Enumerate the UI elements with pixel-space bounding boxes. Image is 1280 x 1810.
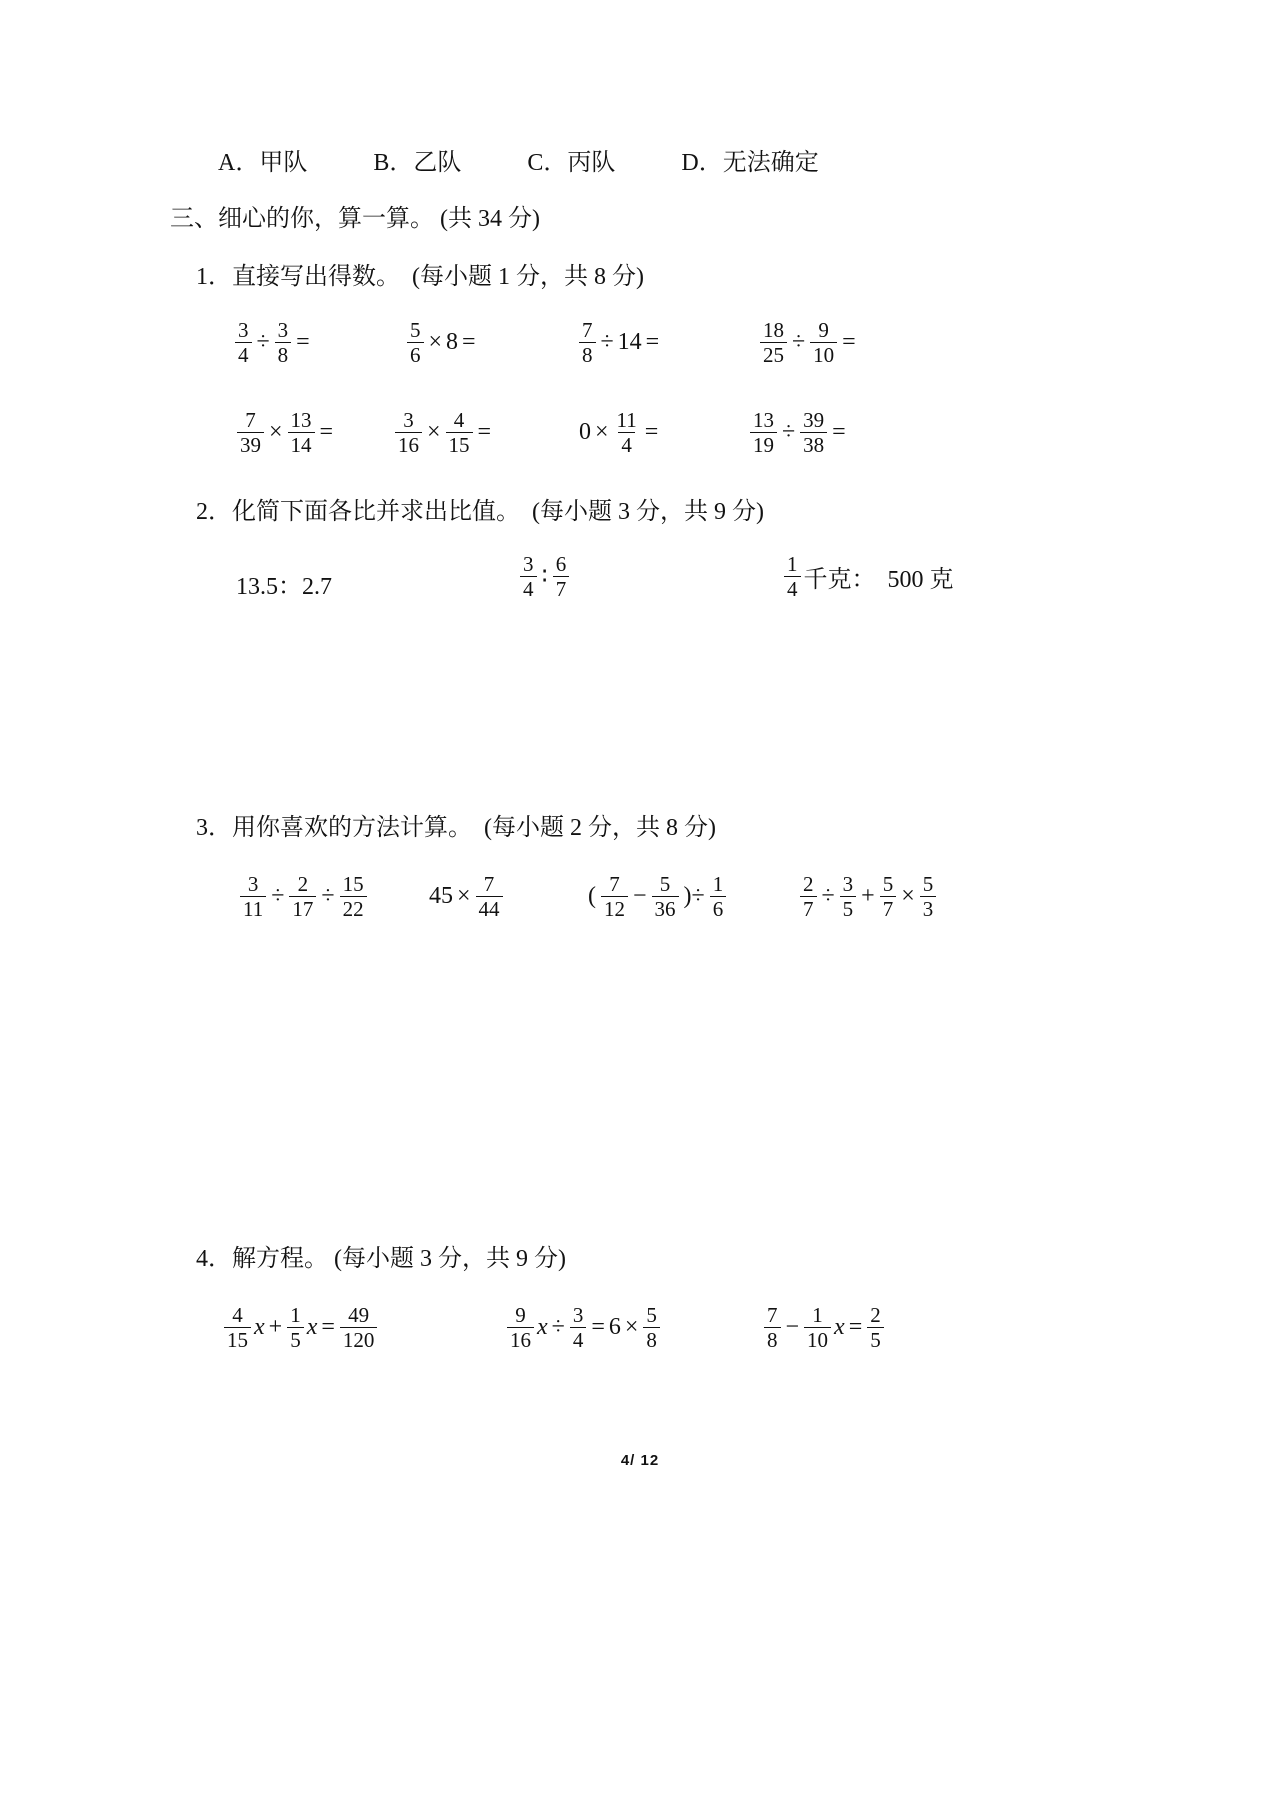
fraction-denominator: 6 xyxy=(710,896,727,921)
math-operator: = xyxy=(477,419,492,446)
fraction xyxy=(235,318,252,367)
q1-row2-expression-1 xyxy=(235,408,336,457)
fraction-numerator: 3 xyxy=(572,1303,584,1327)
fraction-numerator: 3 xyxy=(277,318,289,342)
fraction-numerator: 4 xyxy=(453,408,465,432)
fraction-denominator: 3 xyxy=(920,896,937,921)
math-operator: = xyxy=(462,329,476,356)
fraction xyxy=(476,872,503,921)
fraction xyxy=(810,318,837,367)
fraction-numerator: 5 xyxy=(882,872,894,896)
fraction-numerator: 2 xyxy=(297,872,309,896)
fraction xyxy=(652,872,679,921)
fraction-denominator: 12 xyxy=(601,896,628,921)
fraction-denominator: 4 xyxy=(618,432,635,457)
fraction-denominator: 11 xyxy=(240,896,266,921)
math-variable: x xyxy=(254,1314,265,1341)
fraction-numerator: 15 xyxy=(342,872,364,896)
math-number: 14 xyxy=(617,329,642,356)
math-variable: x xyxy=(834,1314,845,1341)
q2-item-3 xyxy=(782,552,955,601)
fraction-denominator: 4 xyxy=(784,576,801,601)
choice-options-row xyxy=(218,142,819,177)
fraction-denominator: 10 xyxy=(804,1327,831,1352)
fraction-denominator: 15 xyxy=(224,1327,251,1352)
math-operator: ÷ xyxy=(551,1314,565,1341)
fraction xyxy=(840,872,857,921)
fraction xyxy=(804,1303,831,1352)
fraction xyxy=(601,872,628,921)
fraction-denominator: 7 xyxy=(553,576,570,601)
fraction xyxy=(920,872,937,921)
fraction-numerator: 5 xyxy=(659,872,671,896)
fraction-denominator: 120 xyxy=(340,1327,378,1352)
fraction xyxy=(240,872,266,921)
fraction-numerator: 3 xyxy=(247,872,259,896)
math-number: 千克： 500 克 xyxy=(803,567,954,594)
math-operator: = xyxy=(591,1314,605,1341)
fraction-denominator: 4 xyxy=(235,342,252,367)
math-operator: ÷ xyxy=(782,419,796,446)
math-number: 45 xyxy=(429,883,453,910)
fraction-denominator: 5 xyxy=(840,896,857,921)
fraction-numerator: 7 xyxy=(245,408,256,432)
q3-item-1 xyxy=(238,872,369,921)
fraction xyxy=(750,408,777,457)
fraction xyxy=(643,1303,660,1352)
fraction-numerator: 7 xyxy=(609,872,620,896)
q1-row1-expression-3 xyxy=(577,318,662,367)
page-number: 4/ 12 xyxy=(620,1452,660,1469)
fraction xyxy=(614,408,640,457)
fraction-denominator: 8 xyxy=(579,342,596,367)
fraction-numerator: 6 xyxy=(555,552,567,576)
math-operator: = xyxy=(645,329,660,356)
fraction-numerator: 5 xyxy=(646,1303,657,1327)
fraction-numerator: 7 xyxy=(483,872,495,896)
q4-equation-2 xyxy=(505,1303,662,1352)
option-a: A．甲队 xyxy=(218,150,308,176)
fraction-denominator: 8 xyxy=(643,1327,660,1352)
fraction-denominator: 16 xyxy=(395,432,422,457)
fraction xyxy=(289,872,316,921)
fraction xyxy=(288,408,315,457)
fraction xyxy=(275,318,292,367)
fraction xyxy=(764,1303,781,1352)
math-operator: ÷ xyxy=(271,883,285,910)
option-c: C．丙队 xyxy=(527,150,616,176)
fraction xyxy=(800,872,817,921)
math-number: 0 xyxy=(579,419,591,446)
math-operator: × xyxy=(428,329,443,356)
fraction-numerator: 1 xyxy=(812,1303,823,1327)
math-operator: + xyxy=(268,1314,283,1341)
math-operator: = xyxy=(848,1314,863,1341)
math-operator: ÷ xyxy=(821,883,835,910)
fraction xyxy=(880,872,897,921)
math-operator: × xyxy=(427,419,441,446)
q2-item-1 xyxy=(235,566,333,601)
fraction-denominator: 10 xyxy=(810,342,837,367)
math-operator: ÷ xyxy=(321,883,335,910)
math-operator: = xyxy=(319,419,334,446)
math-operator: = xyxy=(296,329,310,356)
fraction-numerator: 3 xyxy=(238,318,249,342)
fraction-numerator: 4 xyxy=(232,1303,243,1327)
option-d: D．无法确定 xyxy=(681,150,819,176)
q1-row1-expression-2 xyxy=(405,318,479,367)
q3-item-4 xyxy=(798,872,938,921)
fraction-denominator: 25 xyxy=(760,342,787,367)
math-operator: − xyxy=(633,883,647,910)
math-operator: )÷ xyxy=(683,883,705,910)
fraction-numerator: 18 xyxy=(763,318,784,342)
fraction-numerator: 5 xyxy=(410,318,421,342)
q2-item-2 xyxy=(518,552,571,601)
fraction-denominator: 15 xyxy=(446,432,473,457)
fraction xyxy=(800,408,827,457)
fraction-denominator: 38 xyxy=(800,432,827,457)
fraction-numerator: 39 xyxy=(803,408,825,432)
fraction-numerator: 1 xyxy=(712,872,724,896)
fraction-denominator: 5 xyxy=(287,1327,304,1352)
fraction-numerator: 9 xyxy=(515,1303,526,1327)
fraction xyxy=(553,552,570,601)
fraction-numerator: 3 xyxy=(842,872,854,896)
math-operator: × xyxy=(269,419,283,446)
fraction-numerator: 49 xyxy=(348,1303,370,1327)
q3-item-2 xyxy=(428,872,505,921)
q3-item-3 xyxy=(585,872,728,921)
fraction-denominator: 39 xyxy=(237,432,264,457)
math-operator: × xyxy=(595,419,609,446)
math-operator: ÷ xyxy=(256,329,270,356)
math-operator: = xyxy=(842,329,856,356)
fraction xyxy=(395,408,422,457)
q1-row1-expression-4 xyxy=(758,318,859,367)
fraction-numerator: 2 xyxy=(870,1303,881,1327)
fraction xyxy=(237,408,264,457)
fraction xyxy=(407,318,424,367)
q1-row1-expression-1 xyxy=(233,318,313,367)
q2-title: 2．化简下面各比并求出比值。 (每小题 3 分，共 9 分) xyxy=(196,499,764,525)
fraction-denominator: 36 xyxy=(652,896,679,921)
math-operator: = xyxy=(644,419,659,446)
math-number: 13.5：2.7 xyxy=(236,574,332,600)
q3-title: 3．用你喜欢的方法计算。 (每小题 2 分，共 8 分) xyxy=(196,815,716,841)
fraction xyxy=(287,1303,304,1352)
math-variable: x xyxy=(306,1314,318,1341)
fraction xyxy=(340,872,367,921)
fraction-denominator: 7 xyxy=(880,896,897,921)
fraction-denominator: 17 xyxy=(289,896,316,921)
fraction-numerator: 13 xyxy=(753,408,774,432)
math-number: 6 xyxy=(608,1314,621,1341)
fraction-numerator: 2 xyxy=(803,872,814,896)
math-operator: + xyxy=(861,883,875,910)
math-operator: × xyxy=(624,1314,639,1341)
fraction xyxy=(446,408,473,457)
math-operator: ∶ xyxy=(541,564,548,591)
fraction-denominator: 44 xyxy=(476,896,503,921)
math-operator: × xyxy=(901,883,915,910)
q4-equation-1 xyxy=(222,1303,379,1352)
q1-row2-expression-4 xyxy=(748,408,849,457)
fraction-denominator: 4 xyxy=(520,576,537,601)
fraction xyxy=(507,1303,534,1352)
fraction-numerator: 3 xyxy=(403,408,414,432)
fraction xyxy=(867,1303,884,1352)
fraction-numerator: 7 xyxy=(767,1303,778,1327)
fraction-numerator: 1 xyxy=(787,552,798,576)
fraction xyxy=(579,318,596,367)
fraction-numerator: 5 xyxy=(922,872,934,896)
math-operator: ÷ xyxy=(792,329,806,356)
math-operator: = xyxy=(321,1314,335,1341)
option-b: B．乙队 xyxy=(373,150,462,176)
math-operator: ( xyxy=(588,883,596,910)
math-operator: × xyxy=(457,883,471,910)
fraction-numerator: 7 xyxy=(582,318,593,342)
fraction xyxy=(784,552,801,601)
fraction-denominator: 4 xyxy=(570,1327,587,1352)
fraction-denominator: 14 xyxy=(288,432,315,457)
fraction-denominator: 16 xyxy=(507,1327,534,1352)
fraction-numerator: 13 xyxy=(290,408,312,432)
math-variable: x xyxy=(537,1314,548,1341)
q1-title: 1．直接写出得数。 (每小题 1 分，共 8 分) xyxy=(196,264,644,290)
fraction-denominator: 8 xyxy=(764,1327,781,1352)
fraction-numerator: 9 xyxy=(818,318,829,342)
q4-equation-3 xyxy=(762,1303,886,1352)
math-operator: = xyxy=(832,419,846,446)
math-operator: ÷ xyxy=(600,329,614,356)
fraction xyxy=(224,1303,251,1352)
fraction-denominator: 6 xyxy=(407,342,424,367)
q1-row2-expression-2 xyxy=(393,408,494,457)
fraction-denominator: 8 xyxy=(275,342,292,367)
fraction xyxy=(340,1303,378,1352)
fraction xyxy=(760,318,787,367)
fraction xyxy=(570,1303,587,1352)
fraction-numerator: 11 xyxy=(616,408,637,432)
math-operator: − xyxy=(785,1314,800,1341)
fraction-denominator: 22 xyxy=(340,896,367,921)
fraction-numerator: 1 xyxy=(290,1303,301,1327)
fraction xyxy=(520,552,537,601)
q4-title: 4．解方程。 (每小题 3 分，共 9 分) xyxy=(196,1246,566,1272)
q1-row2-expression-3 xyxy=(578,408,661,457)
fraction-numerator: 3 xyxy=(523,552,534,576)
fraction-denominator: 5 xyxy=(867,1327,884,1352)
fraction-denominator: 7 xyxy=(800,896,817,921)
section-3-title: 三、细心的你，算一算。 (共 34 分) xyxy=(170,206,540,232)
math-number: 8 xyxy=(446,329,459,356)
fraction xyxy=(710,872,727,921)
fraction-denominator: 19 xyxy=(750,432,777,457)
